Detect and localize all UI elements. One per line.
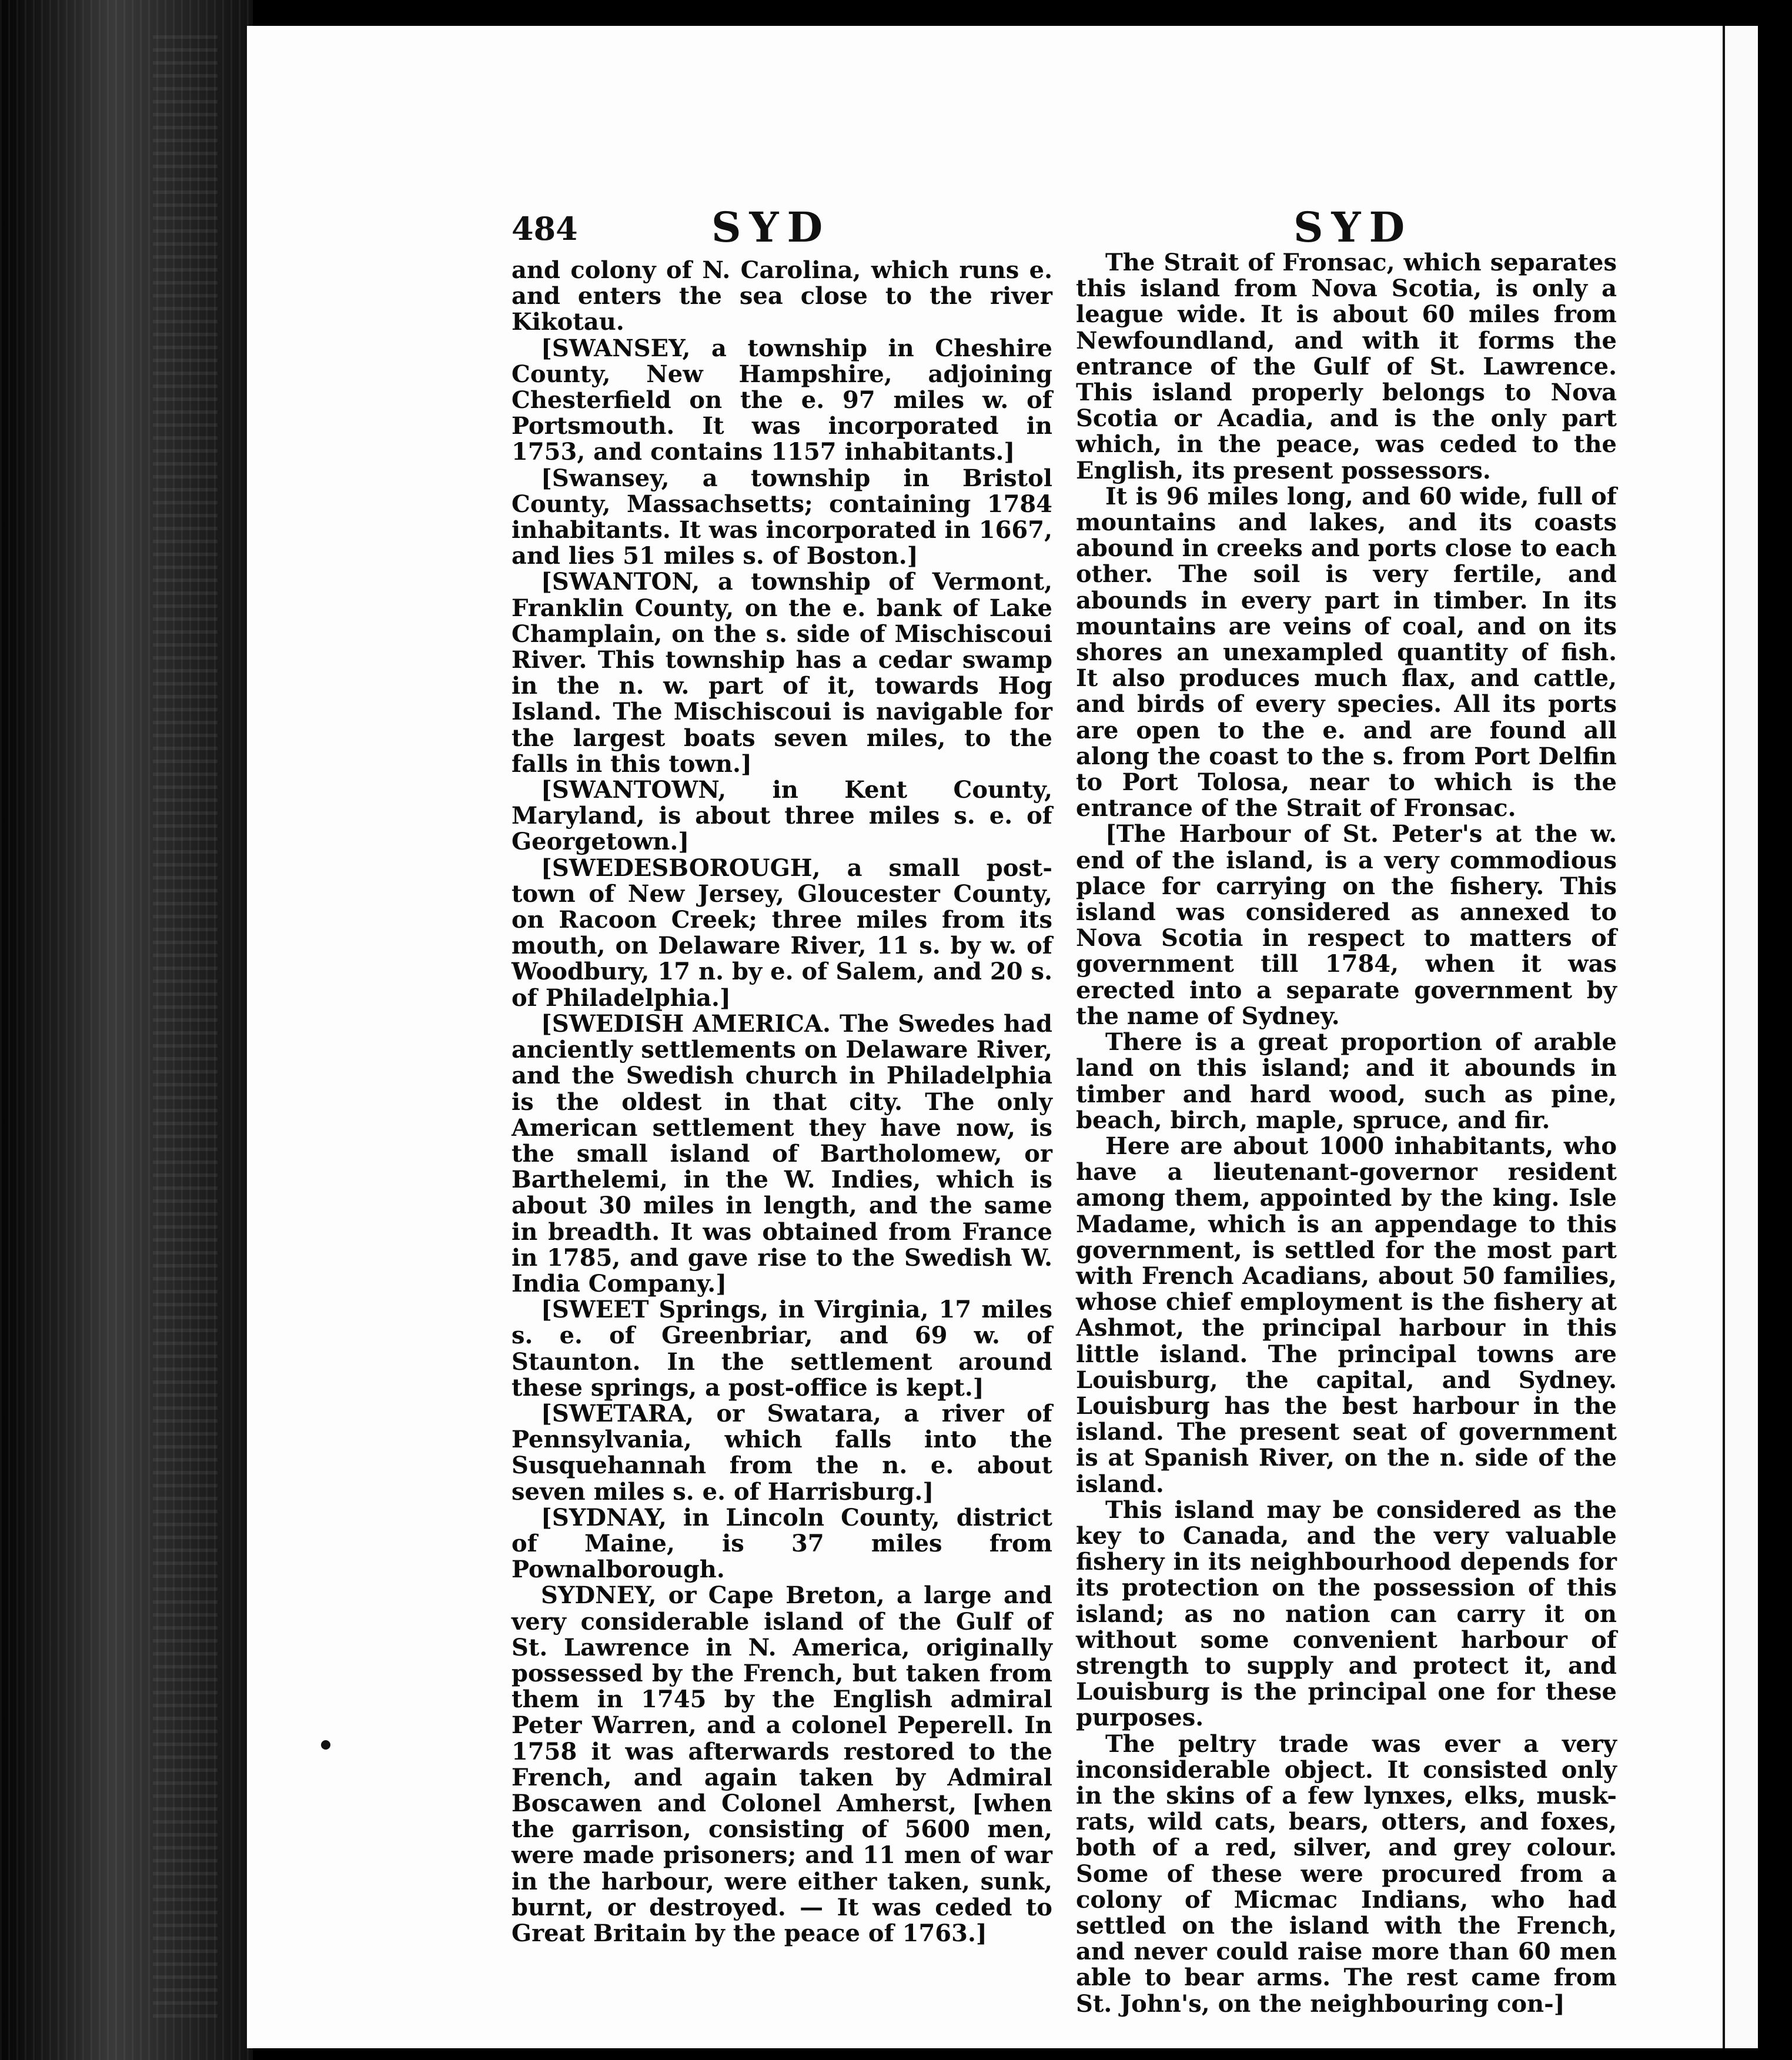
paragraph: Here are about 1000 inhabitants, who have a lieutenant-governor resident among them, appointed by the king. Isle Madame, which is an appendage to this government, is settled for the most part with French Acadians, about 50 families, whose chief employment is the fishery at Ashmot, the principal harbour in this little island. The principal towns are Louisburg, the capital, and Sydney. Louisburg has the best harbour in the island. The present seat of government is at Spanish River, on the n. side of the island. <box>1076 1132 1617 1498</box>
paragraph: [SWEDESBOROUGH, a small post-town of New Jersey, Gloucester County, on Racoon Creek; three miles from its mouth, on Delaware River, 11 s. by w. of Woodbury, 17 n. by e. of Salem, and 20 s. of Philadelphia.] <box>511 854 1052 1012</box>
paragraph: The peltry trade was ever a very inconsiderable object. It consisted only in the skins of a few lynxes, elks, musk-rats, wild cats, bears, otters, and foxes, both of a red, silver, and grey colour. Some of these were procured from a colony of Micmac Indians, who had settled on the island with the French, and never could raise more than 60 men able to bear arms. The rest came from St. John's, on the neighbouring con-] <box>1076 1730 1617 2018</box>
running-header <box>511 203 1629 256</box>
header-right: SYD <box>1293 203 1413 252</box>
paragraph: and colony of N. Carolina, which runs e. and enters the sea close to the river Kikotau. <box>511 256 1052 336</box>
paragraph: [SWETARA, or Swatara, a river of Pennsylvania, which falls into the Susquehannah from the n. e. about seven miles s. e. of Harrisburg.] <box>511 1399 1052 1506</box>
right-column <box>1076 250 1617 2017</box>
page-gutter <box>1723 26 1760 2048</box>
paragraph: [The Harbour of St. Peter's at the w. end of the island, is a very commodious place for carrying on the fishery. This island was considered as annexed to Nova Scotia in respect to matters of government till 1784, when it was erected into a separate government by the name of Sydney. <box>1076 820 1617 1030</box>
header-left: SYD <box>711 203 831 252</box>
paragraph: [SWANSEY, a township in Cheshire County, New Hampshire, adjoining Chesterfield on the e. 97 miles w. of Portsmouth. It was incorporated in 1753, and contains 1157 inhabitants.] <box>511 334 1052 466</box>
book-spine <box>0 0 253 2060</box>
paragraph: [SYDNAY, in Lincoln County, district of Maine, is 37 miles from Pownalborough. <box>511 1503 1052 1584</box>
paragraph: [Swansey, a township in Bristol County, Massachsetts; containing 1784 inhabitants. It was incorporated in 1667, and lies 51 miles s. of Boston.] <box>511 464 1052 570</box>
facing-page-edge <box>1758 0 1792 2060</box>
page-number: 484 <box>511 210 578 248</box>
paragraph: The Strait of Fronsac, which separates this island from Nova Scotia, is only a league wide. It is about 60 miles from Newfoundland, and with it forms the entrance of the Gulf of St. Lawrence. This island properly belongs to Nova Scotia or Acadia, and is the only part which, in the peace, was ceded to the English, its present possessors. <box>1076 249 1617 484</box>
paragraph: This island may be considered as the key to Canada, and the very valuable fishery in its neighbourhood depends for its protection on the possession of this island; as no nation can carry it on without some convenient harbour of strength to supply and protect it, and Louisburg is the principal one for these purposes. <box>1076 1496 1617 1732</box>
left-column <box>511 258 1052 1947</box>
paragraph: [SWEDISH AMERICA. The Swedes had anciently settlements on Delaware River, and the Swedish church in Philadelphia is the oldest in that city. The only American settlement they have now, is the small island of Bartholomew, or Barthelemi, in the W. Indies, which is about 30 miles in length, and the same in breadth. It was obtained from France in 1785, and gave rise to the Swedish W. India Company.] <box>511 1009 1052 1297</box>
paragraph: It is 96 miles long, and 60 wide, full of mountains and lakes, and its coasts abound in creeks and ports close to each other. The soil is very fertile, and abounds in every part in timber. In its mountains are veins of coal, and on its shores an unexampled quantity of fish. It also produces much flax, and cattle, and birds of every species. All its ports are open to the e. and are found all along the coast to the s. from Port Delfin to Port Tolosa, near to which is the entrance of the Strait of Fronsac. <box>1076 482 1617 822</box>
spine-texture <box>153 35 218 2022</box>
paragraph: [SWANTON, a township of Vermont, Franklin County, on the e. bank of Lake Champlain, on the s. side of Mischiscoui River. This township has a cedar swamp in the n. w. part of it, towards Hog Island. The Mischiscoui is navigable for the largest boats seven miles, to the falls in this town.] <box>511 568 1052 778</box>
paragraph: [SWEET Springs, in Virginia, 17 miles s. e. of Greenbriar, and 69 w. of Staunton. In the settlement around these springs, a post-office is kept.] <box>511 1296 1052 1402</box>
paragraph: SYDNEY, or Cape Breton, a large and very considerable island of the Gulf of St. Lawrence in N. America, originally possessed by the French, but taken from them in 1745 by the English admiral Peter Warren, and a colonel Peperell. In 1758 it was afterwards restored to the French, and again taken by Admiral Boscawen and Colonel Amherst, [when the garrison, consisting of 5600 men, were made prisoners; and 11 men of war in the harbour, were either taken, sunk, burnt, or destroyed. — It was ceded to Great Britain by the peace of 1763.] <box>511 1581 1052 1947</box>
ink-dot <box>321 1740 330 1750</box>
paragraph: There is a great proportion of arable land on this island; and it abounds in timber and hard wood, such as pine, beach, birch, maple, spruce, and fir. <box>1076 1028 1617 1134</box>
paragraph: [SWANTOWN, in Kent County, Maryland, is about three miles s. e. of Georgetown.] <box>511 776 1052 856</box>
